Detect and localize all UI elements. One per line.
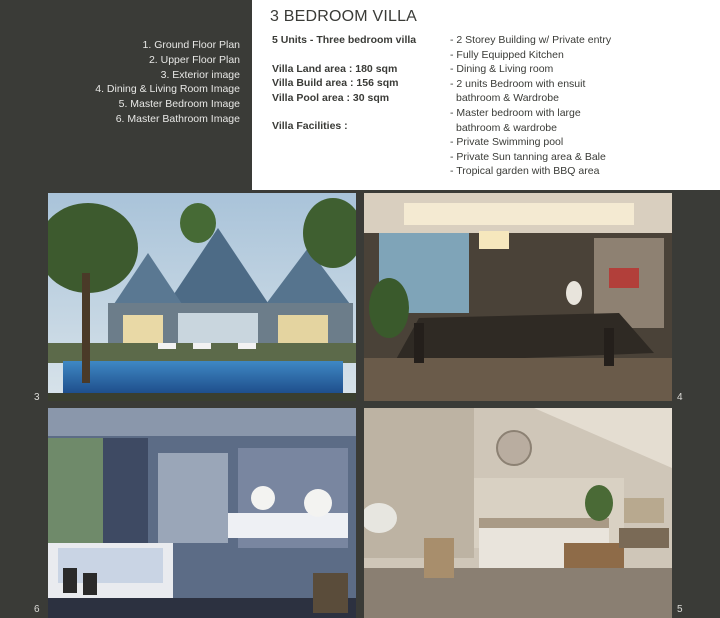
master-bedroom-image <box>364 408 672 618</box>
contents-item: 4. Dining & Living Room Image <box>95 83 240 96</box>
contents-item: 5. Master Bedroom Image <box>118 98 240 111</box>
build-area: Villa Build area : 156 sqm <box>272 77 399 90</box>
facilities-list <box>450 33 715 179</box>
dining-room-image <box>364 193 672 401</box>
facilities-label: Villa Facilities : <box>272 120 348 133</box>
contents-item: 2. Upper Floor Plan <box>148 53 240 66</box>
facility-item: bathroom & wardrobe <box>456 121 557 134</box>
facility-item: bathroom & Wardrobe <box>456 92 559 105</box>
photo-number: 6 <box>34 604 40 615</box>
facility-item: - Private Swimming pool <box>450 136 564 149</box>
villa-specs <box>272 33 447 134</box>
exterior-image <box>48 193 356 401</box>
contents-item: 3. Exterior image <box>160 68 240 81</box>
facility-item: - 2 Storey Building w/ Private entry <box>450 34 612 46</box>
master-bathroom-image <box>48 408 356 618</box>
page-title: 3 BEDROOM VILLA <box>270 8 418 25</box>
facility-item: - Fully Equipped Kitchen <box>450 48 564 61</box>
pool-area: Villa Pool area : 30 sqm <box>272 91 390 104</box>
facility-item: - Dining & Living room <box>450 63 554 76</box>
contents-item: 1. Ground Floor Plan <box>142 39 240 51</box>
photo-number: 3 <box>34 392 40 403</box>
contents-item: 6. Master Bathroom Image <box>115 112 240 125</box>
contents-list <box>60 38 240 127</box>
units-text: 5 Units - Three bedroom villa <box>272 34 417 46</box>
facility-item: - 2 units Bedroom with ensuit <box>450 77 586 90</box>
photo-number: 4 <box>677 392 683 403</box>
photo-number: 5 <box>677 604 683 615</box>
facility-item: - Master bedroom with large <box>450 106 581 119</box>
facility-item: - Private Sun tanning area & Bale <box>450 150 606 163</box>
land-area: Villa Land area : 180 sqm <box>272 62 398 75</box>
facility-item: - Tropical garden with BBQ area <box>450 165 600 178</box>
